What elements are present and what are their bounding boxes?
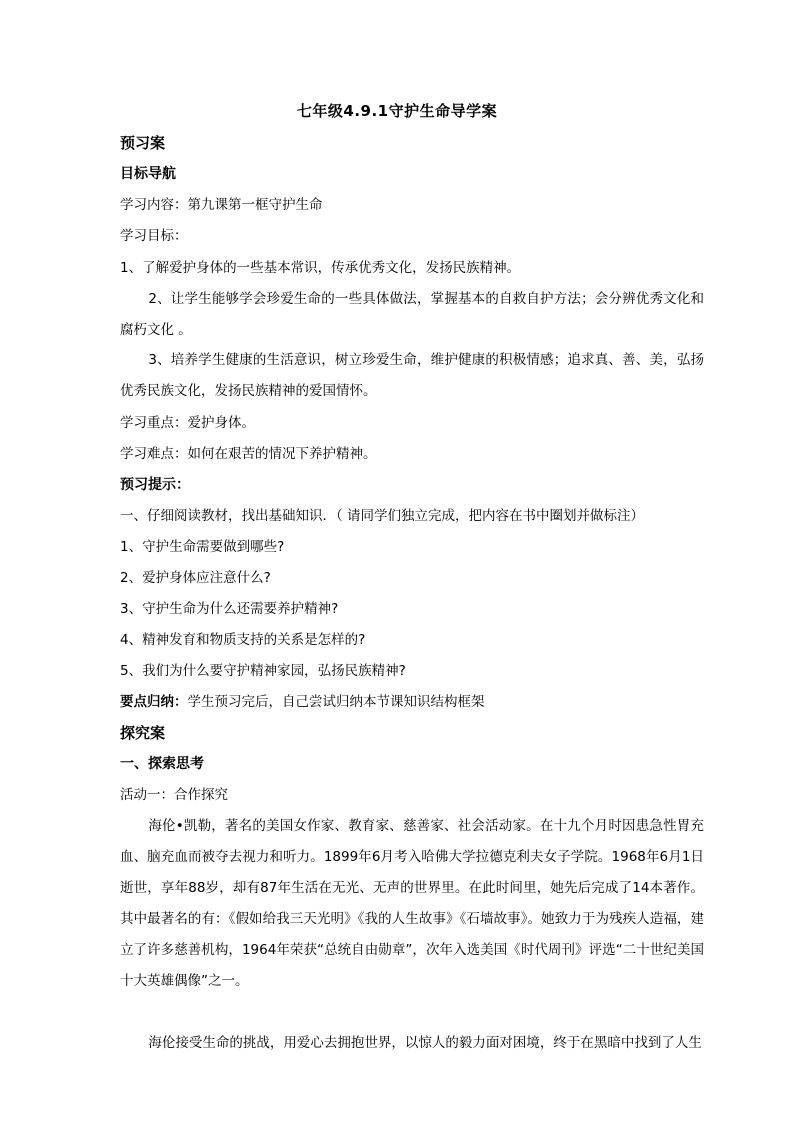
summary-text: 学生预习完后，自己尝试归纳本节课知识结构框架 [187, 694, 485, 710]
key-point: 学习重点：爱护身体。 [120, 415, 255, 431]
preview-heading: 预习案 [120, 134, 166, 152]
content-label: 学习内容：第九课第一框守护生命 [120, 197, 323, 213]
activity-label: 活动一：合作探究 [120, 787, 228, 803]
difficult-point: 学习难点：如何在艰苦的情况下养护精神。 [120, 446, 377, 462]
goal-heading: 目标导航 [120, 166, 176, 182]
document-title: 七年级4.9.1守护生命导学案 [296, 102, 498, 120]
objective-1: 1、了解爱护身体的一些基本常识，传承优秀文化，发扬民族精神。 [120, 260, 521, 276]
objectives-label: 学习目标： [120, 228, 188, 244]
tips-heading: 预习提示： [120, 477, 190, 493]
paragraph-1: 海伦•凯勒，著名的美国女作家、教育家、慈善家、社会活动家。在十九个月时因患急性胃充血、脑充血而被夺去视力和听力。1899年6月考入哈佛大学拉德克利夫女子学院。1968年6月1日逝世，享年88岁，却有87年生活在无光、无声的世界里。在此时间里，她先后完成了14本著作。其中最著名的有：《假如给我三天光明》《我的人生故事》《石墙故事》。她致力于为残疾人造福，建立了许多慈善机构，1964年荣获“总统自由勋章”，次年入选美国《时代周刊》评选“二十世纪美国十大英雄偶像”之一。 [120, 818, 704, 989]
question-3: 3、守护生命为什么还需要养护精神? [120, 601, 339, 617]
question-2: 2、爱护身体应注意什么? [120, 570, 271, 586]
summary-label: 要点归纳： [120, 694, 188, 710]
question-4: 4、精神发育和物质支持的关系是怎样的? [120, 632, 366, 648]
explore-sub-heading: 一、探索思考 [120, 756, 204, 772]
objective-2: 2、让学生能够学会珍爱生命的一些具体做法，掌握基本的自救自护方法；会分辨优秀文化和腐朽文化 。 [120, 291, 704, 338]
tips-intro: 一、仔细阅读教材，找出基础知识．（ 请同学们独立完成，把内容在书中圈划并做标注） [120, 508, 645, 524]
objective-3: 3、培养学生健康的生活意识，树立珍爱生命，维护健康的积极情感；追求真、善、美，弘扬优秀民族文化，发扬民族精神的爱国情怀。 [120, 352, 704, 399]
paragraph-2: 海伦接受生命的挑战，用爱心去拥抱世界，以惊人的毅力面对困境，终于在黑暗中找到了人生 [148, 1035, 702, 1051]
question-5: 5、我们为什么要守护精神家园，弘扬民族精神? [120, 663, 406, 679]
question-1: 1、守护生命需要做到哪些? [120, 539, 285, 555]
summary-line [120, 692, 710, 712]
explore-heading: 探究案 [120, 724, 166, 742]
